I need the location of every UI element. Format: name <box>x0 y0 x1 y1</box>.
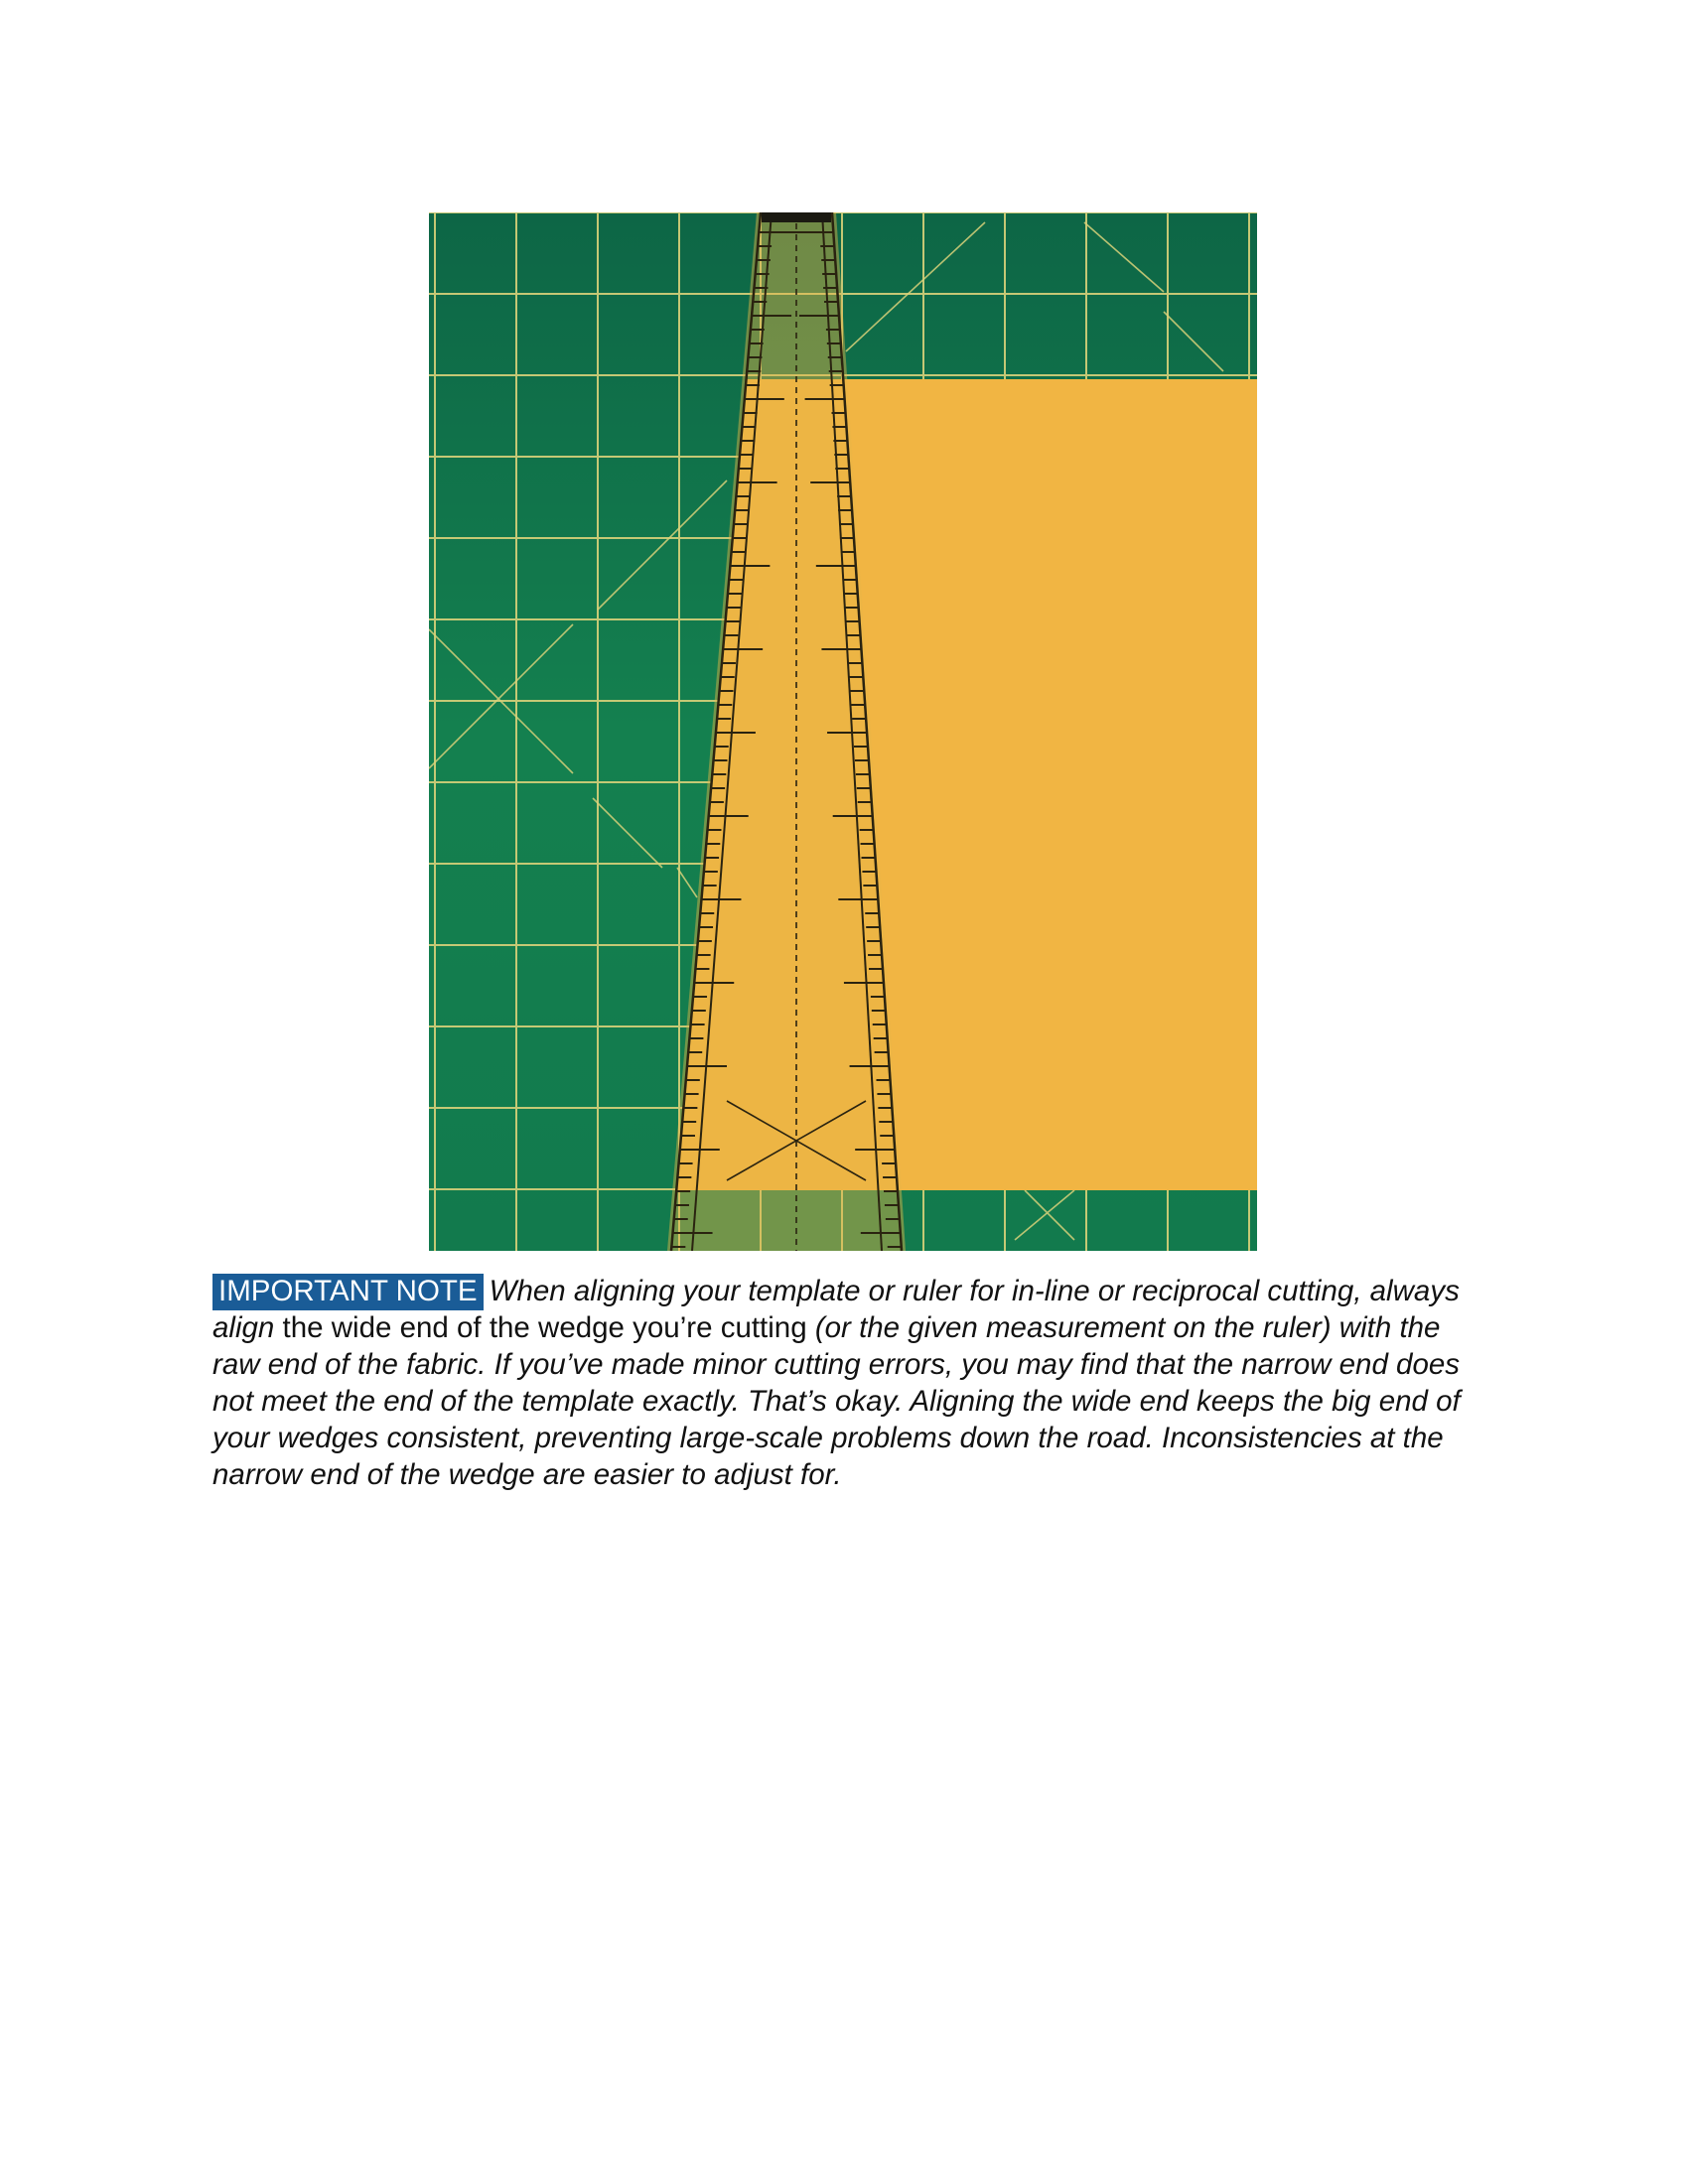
note-text-italic-1: When aligning your template or ruler for in-line or reciprocal cutting, always align <box>212 1275 1460 1344</box>
ruler-tip <box>762 212 831 222</box>
note-text-italic-2: (or the given measurement on the ruler) with the raw end of the fabric. If you’ve made minor cutting errors, you may find that the narrow end does not meet the end of the template exactly. That’s okay. Aligning the wide end keeps the big end of your wedges consistent, preventing large-scale problems down the road. Inconsistencies at the narrow end of the wedge are easier to adjust for. <box>212 1311 1461 1491</box>
note-text-regular: the wide end of the wedge you’re cutting <box>282 1311 807 1344</box>
important-note-label: IMPORTANT NOTE <box>212 1274 484 1310</box>
wedge-ruler-on-mat-icon <box>429 212 1257 1251</box>
important-note-paragraph <box>212 1273 1493 1493</box>
cutting-photo <box>429 212 1257 1251</box>
